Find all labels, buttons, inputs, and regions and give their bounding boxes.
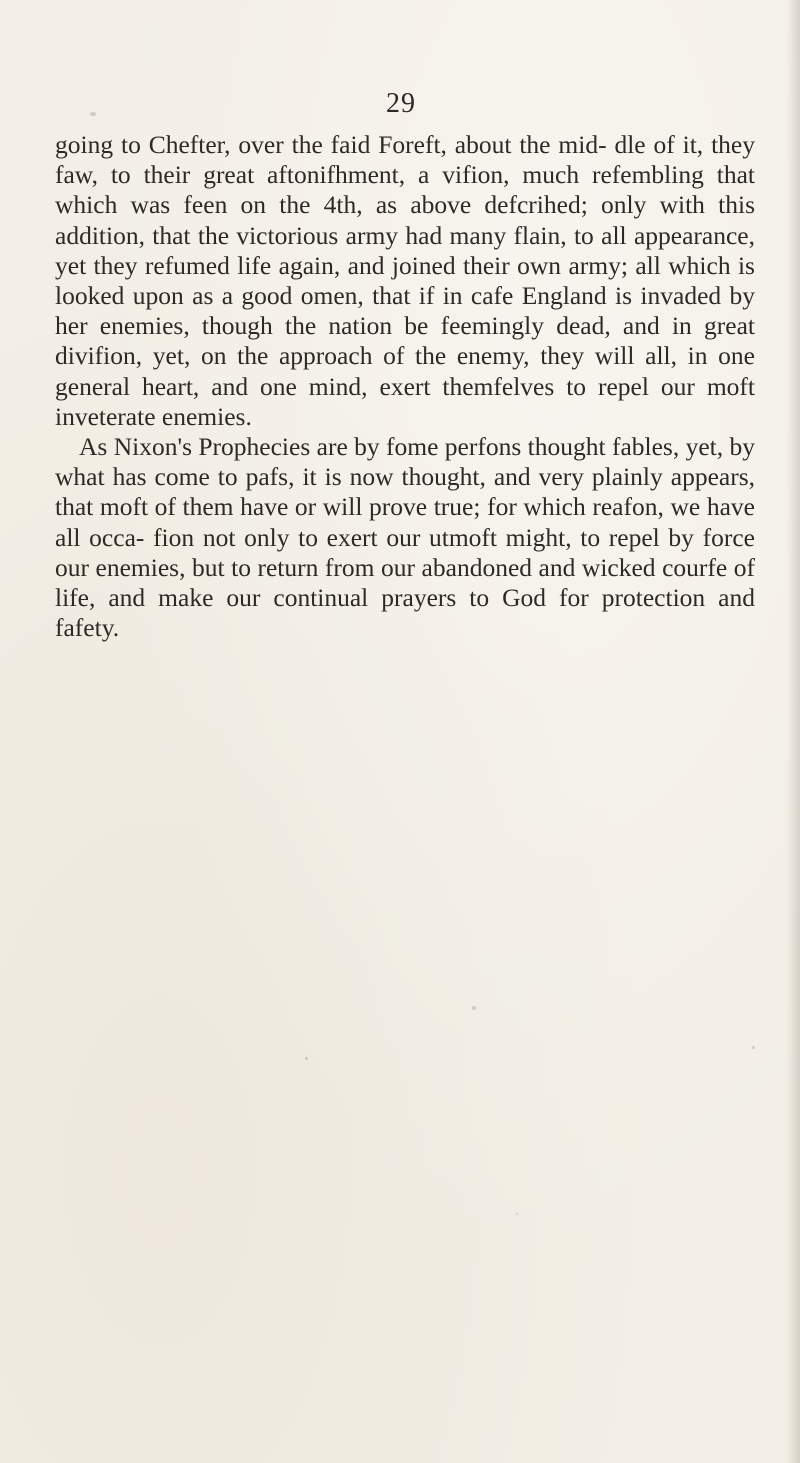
spine-shadow — [786, 0, 800, 1463]
paper-speck — [472, 1006, 476, 1010]
paragraph-1: going to Chefter, over the faid Foreft, about the mid- dle of it, they faw, to their great aftonifhment, a vifion, much refembling that which was feen on the 4th, as above defcrihed; only with this addition, that the victorious army had many flain, to all appearance, yet they refumed life again, and joined their own army; all which is looked upon as a good omen, that if in cafe England is invaded by her enemies, though the nation be feemingly dead, and in great divifion, yet, on the approach of the enemy, they will all, in one general heart, and one mind, exert themfelves to repel our moft inveterate enemies. — [55, 130, 755, 431]
paper-speck — [516, 1213, 518, 1215]
page-body-text — [55, 130, 755, 643]
page-number: 29 — [386, 88, 416, 119]
paragraph-2: As Nixon's Prophecies are by fome perfons thought fables, yet, by what has come to pafs, it is now thought, and very plainly appears, that moft of them have or will prove true; for which reafon, we have all occa- fion not only to exert our utmoft might, to repel by force our enemies, but to return from our abandoned and wicked courfe of life, and make our continual prayers to God for protection and fafety. — [55, 432, 755, 643]
paper-speck — [90, 112, 96, 116]
paper-speck — [752, 1046, 755, 1049]
paper-speck — [305, 1057, 308, 1060]
